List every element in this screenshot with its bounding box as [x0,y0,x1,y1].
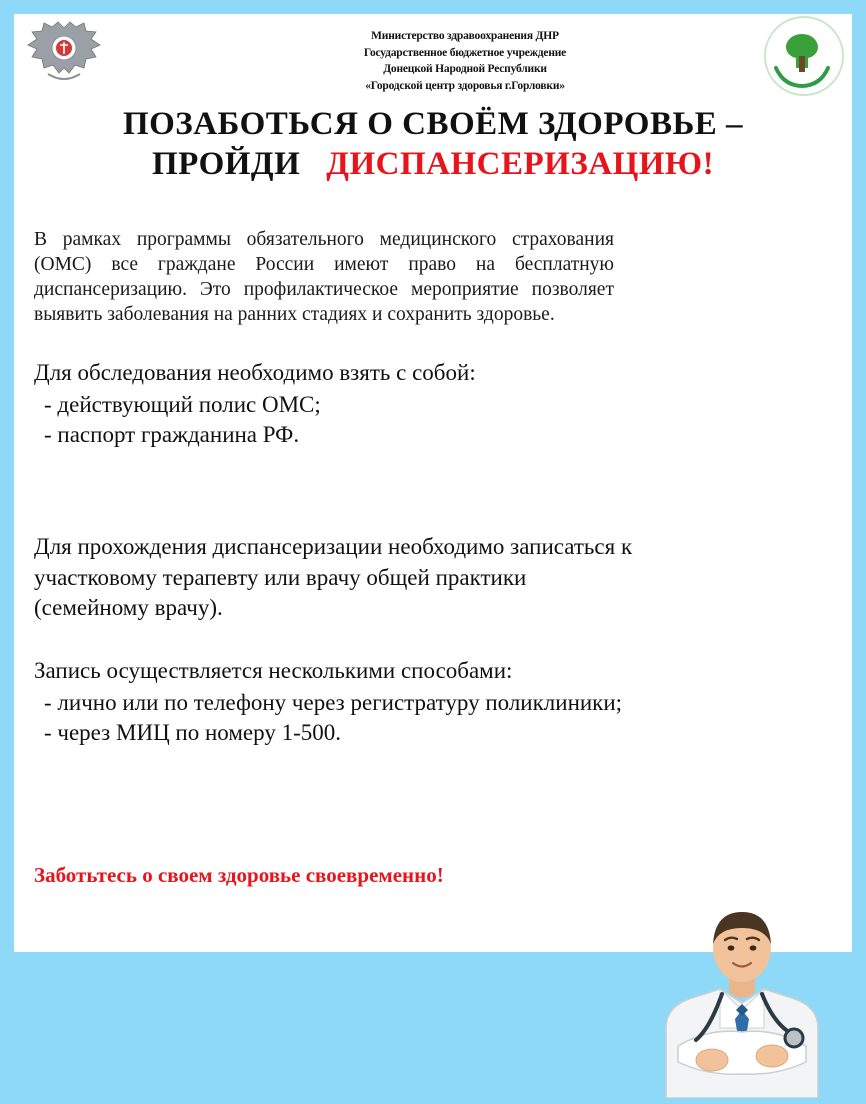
signup-block [34,532,634,624]
signup-text: Для прохождения диспансеризации необходимо записаться к участковому терапевту или врачу общей практики (семейному врачу). [34,534,633,621]
org-line-4: «Городской центр здоровья г.Горловки» [365,80,565,93]
doctor-with-stethoscope-illustration-icon [626,878,856,1098]
documents-item: - паспорт гражданина РФ. [44,422,300,448]
ways-heading: Запись осуществляется несколькими способами: [34,658,513,683]
documents-heading: Для обследования необходимо взять с собой: [34,360,476,385]
poster-header [0,0,866,92]
tree-in-hands-logo-icon [764,16,844,96]
org-line-1: Министерство здравоохранения ДНР [371,30,559,42]
title-line-2 [0,144,866,184]
title-line-2-prefix: ПРОЙДИ [151,146,301,183]
poster-title [0,104,866,185]
ways-item: - лично или по телефону через регистратуру поликлиники; [44,689,623,715]
title-line-2-accent: ДИСПАНСЕРИЗАЦИЮ! [326,146,715,183]
double-headed-eagle-emblem-icon [22,18,106,86]
title-line-1: ПОЗАБОТЬСЯ О СВОЁМ ЗДОРОВЬЕ – [122,106,744,142]
intro-paragraph: В рамках программы обязательного медицинского страхования (ОМС) все граждане России имеют право на бесплатную диспансеризацию. Это профилактическое мероприятие позволяет выявить заболевания на ранних стадиях и сохранить здоровье. [34,229,614,325]
org-line-2: Государственное бюджетное учреждение [363,46,567,59]
ways-item: - через МИЦ по номеру 1-500. [44,720,341,746]
organization-name [300,28,630,95]
documents-block [34,358,634,451]
closing-statement: Заботьтесь о своем здоровье своевременно! [34,863,444,887]
ways-block [34,656,634,749]
org-line-3: Донецкой Народной Республики [383,63,547,76]
documents-item: - действующий полис ОМС; [44,391,321,417]
